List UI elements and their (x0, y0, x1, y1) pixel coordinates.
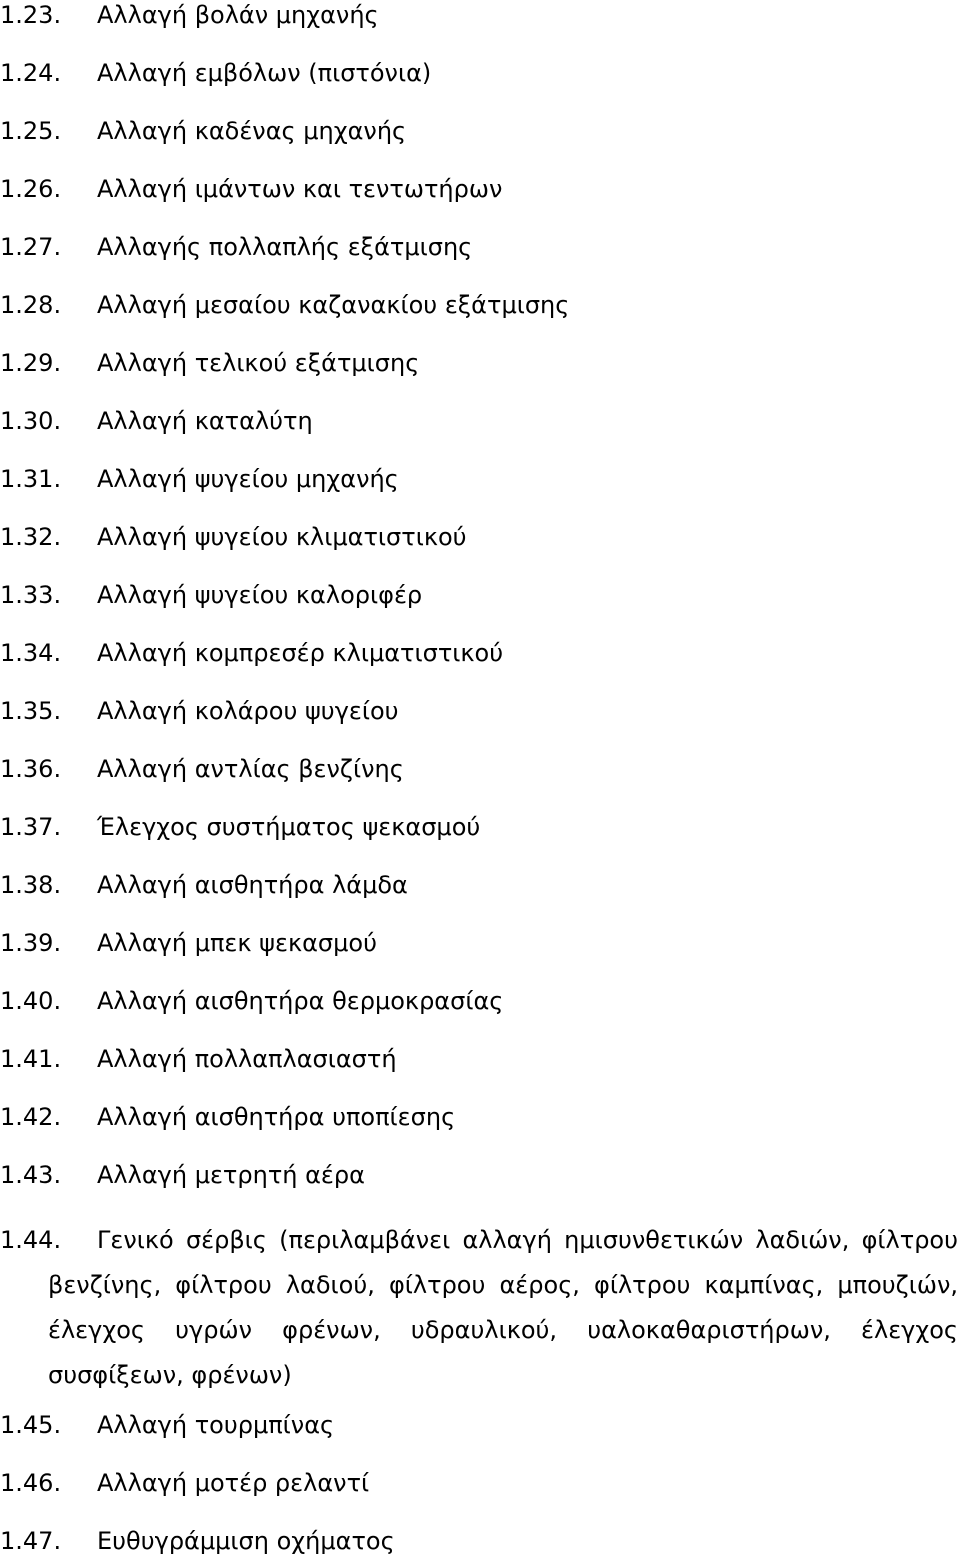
item-text: Αλλαγή ψυγείου καλοριφέρ (97, 581, 423, 609)
item-number: 1.32. (0, 523, 62, 551)
item-number: 1.46. (0, 1469, 62, 1497)
item-number: 1.40. (0, 987, 62, 1015)
item-number: 1.37. (0, 813, 62, 841)
item-text: Αλλαγή καδένας μηχανής (97, 117, 407, 145)
item-number: 1.30. (0, 407, 62, 435)
item-number: 1.38. (0, 871, 62, 899)
item-number: 1.28. (0, 291, 62, 319)
item-number: 1.34. (0, 639, 62, 667)
item-text: Αλλαγής πολλαπλής εξάτμισης (97, 233, 473, 261)
item-number: 1.35. (0, 697, 62, 725)
item-text: Αλλαγή εμβόλων (πιστόνια) (97, 59, 432, 87)
item-text: Αλλαγή μοτέρ ρελαντί (97, 1469, 370, 1497)
item-text: Αλλαγή ιμάντων και τεντωτήρων (97, 175, 503, 203)
item-number: 1.44. (0, 1226, 62, 1254)
item-text: Αλλαγή βολάν μηχανής (97, 1, 379, 29)
item-text: Αλλαγή αισθητήρα υποπίεσης (97, 1103, 456, 1131)
item-number: 1.27. (0, 233, 62, 261)
item-number: 1.25. (0, 117, 62, 145)
item-number: 1.41. (0, 1045, 62, 1073)
item-number: 1.31. (0, 465, 62, 493)
item-text: Αλλαγή αντλίας βενζίνης (97, 755, 404, 783)
item-text: Αλλαγή αισθητήρα θερμοκρασίας (97, 987, 504, 1015)
item-number: 1.42. (0, 1103, 62, 1131)
item-text: Αλλαγή μεσαίου καζανακίου εξάτμισης (97, 291, 570, 319)
item-text: Αλλαγή πολλαπλασιαστή (97, 1045, 397, 1073)
item-number: 1.29. (0, 349, 62, 377)
item-text: Αλλαγή κολάρου ψυγείου (97, 697, 399, 725)
item-number: 1.45. (0, 1411, 62, 1439)
item-text: Αλλαγή τουρμπίνας (97, 1411, 335, 1439)
item-number: 1.33. (0, 581, 62, 609)
item-text: Έλεγχος συστήματος ψεκασμού (97, 813, 481, 841)
item-text: Αλλαγή κομπρεσέρ κλιματιστικού (97, 639, 504, 667)
item-number: 1.43. (0, 1161, 62, 1189)
item-number: 1.24. (0, 59, 62, 87)
item-number: 1.47. (0, 1527, 62, 1555)
item-text: Αλλαγή καταλύτη (97, 407, 313, 435)
item-text: Γενικό σέρβις (περιλαμβάνει αλλαγή ημισυνθετικών λαδιών, φίλτρου βενζίνης, φίλτρου λαδιού, φίλτρου αέρος, φίλτρου καμπίνας, μπουζιών, έλεγχος υγρών φρένων, υδραυλικού, υαλοκαθαριστήρων, έλεγχος συσφίξεων, φρένων) (48, 1226, 958, 1389)
item-text: Αλλαγή ψυγείου μηχανής (97, 465, 399, 493)
item-number: 1.36. (0, 755, 62, 783)
item-text: Ευθυγράμμιση οχήματος (97, 1527, 395, 1555)
item-text: Αλλαγή ψυγείου κλιματιστικού (97, 523, 467, 551)
item-text: Αλλαγή μπεκ ψεκασμού (97, 929, 377, 957)
item-number: 1.26. (0, 175, 62, 203)
item-number: 1.39. (0, 929, 62, 957)
item-number: 1.23. (0, 1, 62, 29)
item-text: Αλλαγή τελικού εξάτμισης (97, 349, 420, 377)
item-text: Αλλαγή μετρητή αέρα (97, 1161, 365, 1189)
item-text: Αλλαγή αισθητήρα λάμδα (97, 871, 408, 899)
